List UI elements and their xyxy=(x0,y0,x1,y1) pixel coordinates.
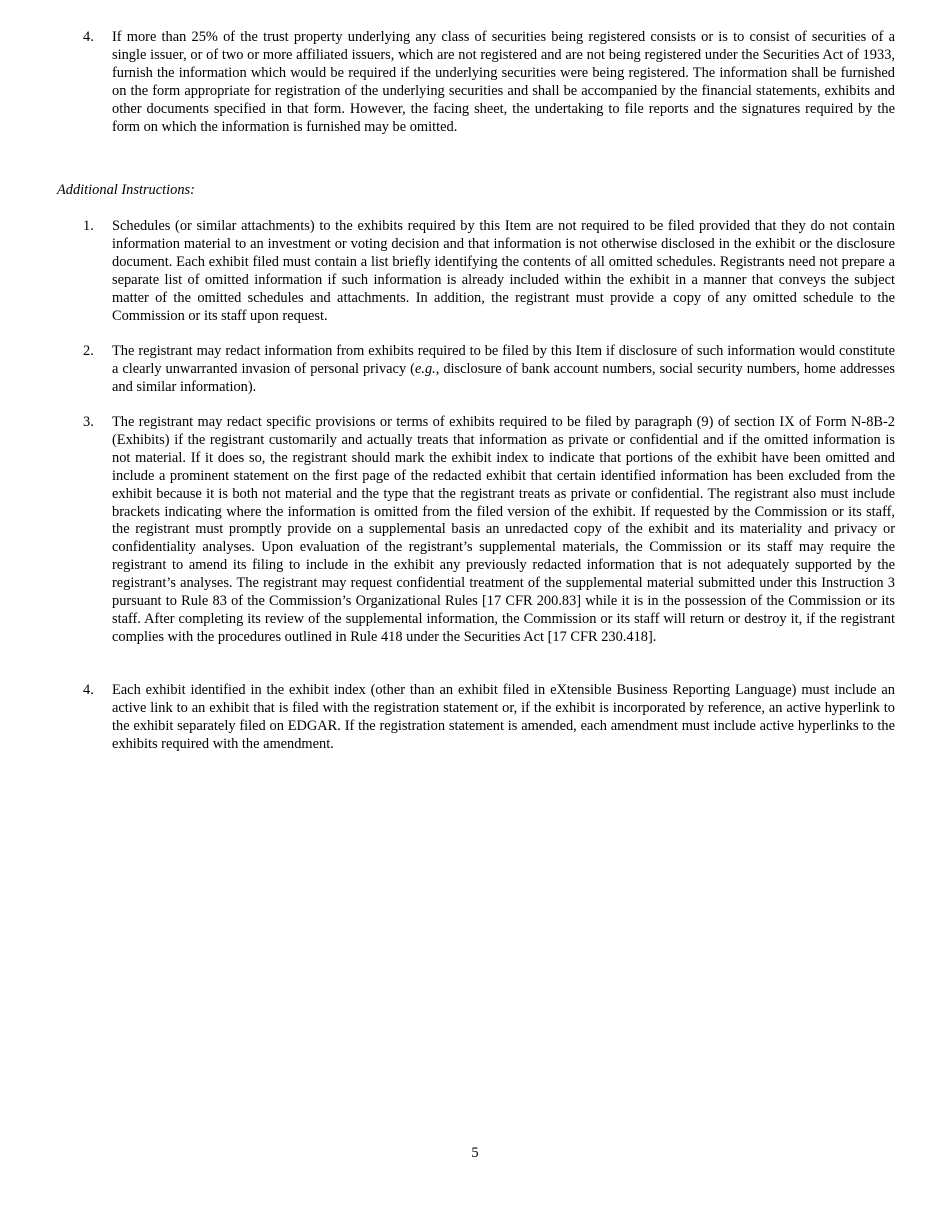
item-text-part: The registrant may redact information from exhibits required to be filed by this Item if disclosure of such information would constitute a clearly unwarranted invasion of personal privacy ( xyxy=(112,343,895,377)
item-number: 4. xyxy=(83,682,94,698)
item-text: The registrant may redact specific provisions or terms of exhibits required to be filed by paragraph (9) of section IX of Form N-8B-2 (Exhibits) if the registrant customarily and actually treats that information as private or confidential and if the omitted information is not material. If it does so, the registrant should mark the exhibit index to indicate that portions of the exhibit have been omitted and include a prominent statement on the first page of the redacted exhibit that certain identified information has been excluded from the exhibit because it is both not material and the type that the registrant treats as private or confidential. The registrant also must include brackets indicating where the information is omitted from the filed version of the exhibit. If requested by the Commission or its staff, the registrant must promptly provide on a supplemental basis an unredacted copy of the exhibit and its materiality and privacy or confidentiality analyses. Upon evaluation of the registrant’s supplemental materials, the Commission or its staff may require the registrant to amend its filing to include in the exhibit any previously redacted information that is not adequately supported by the registrant’s analyses. The registrant may request confidential treatment of the supplemental material submitted under this Instruction 3 pursuant to Rule 83 of the Commission’s Organizational Rules [17 CFR 200.83] while it is in the possession of the Commission or its staff. After completing its review of the supplemental information, the Commission or its staff will return or destroy it, if the registrant complies with the procedures outlined in Rule 418 under the Securities Act [17 CFR 230.418]. xyxy=(112,414,895,645)
additional-instruction-4 xyxy=(83,682,895,754)
item-text-part: , disclosure of bank account numbers, social security numbers, home addresses and similar information). xyxy=(112,360,895,395)
item-text xyxy=(112,343,895,397)
page-number: 5 xyxy=(471,1145,479,1161)
item-text: Each exhibit identified in the exhibit index (other than an exhibit filed in eXtensible Business Reporting Language) must include an active link to an exhibit that is filed with the registration statement or, if the exhibit is incorporated by reference, an active hyperlink to the exhibit separately filed on EDGAR. If the registration statement is amended, each amendment must include active hyperlinks to the exhibits required with the amendment. xyxy=(112,682,895,752)
item-number: 4. xyxy=(83,29,94,45)
instruction-item-4 xyxy=(83,29,895,136)
item-number: 3. xyxy=(83,414,94,430)
item-text: Schedules (or similar attachments) to the exhibits required by this Item are not required to be filed provided that they do not contain information material to an investment or voting decision and that information is not otherwise disclosed in the exhibit or the disclosure document. Each exhibit filed must contain a list briefly identifying the contents of all omitted schedules. Registrants need not prepare a separate list of omitted information if such information is already included within the exhibit in a manner that conveys the subject matter of the omitted schedules and attachments. In addition, the registrant must provide a copy of any omitted schedule to the Commission or its staff upon request. xyxy=(112,218,895,324)
item-text-italic: e.g. xyxy=(414,360,436,377)
additional-instruction-1 xyxy=(83,218,895,325)
item-text: If more than 25% of the trust property underlying any class of securities being registered consists or is to consist of securities of a single issuer, or of two or more affiliated issuers, which are not registered and are not being registered under the Securities Act of 1933, furnish the information which would be required if the underlying securities were being registered. The information shall be furnished on the form appropriate for registration of the underlying securities and shall be accompanied by the financial statements, exhibits and other documents specified in that form. However, the facing sheet, the undertaking to file reports and the signatures required by the form on which the information is furnished may be omitted. xyxy=(112,29,895,135)
item-number: 2. xyxy=(83,343,94,359)
item-number: 1. xyxy=(83,218,94,234)
additional-instruction-3 xyxy=(83,414,895,647)
additional-instructions-heading: Additional Instructions: xyxy=(57,182,195,198)
additional-instruction-2 xyxy=(83,343,895,397)
